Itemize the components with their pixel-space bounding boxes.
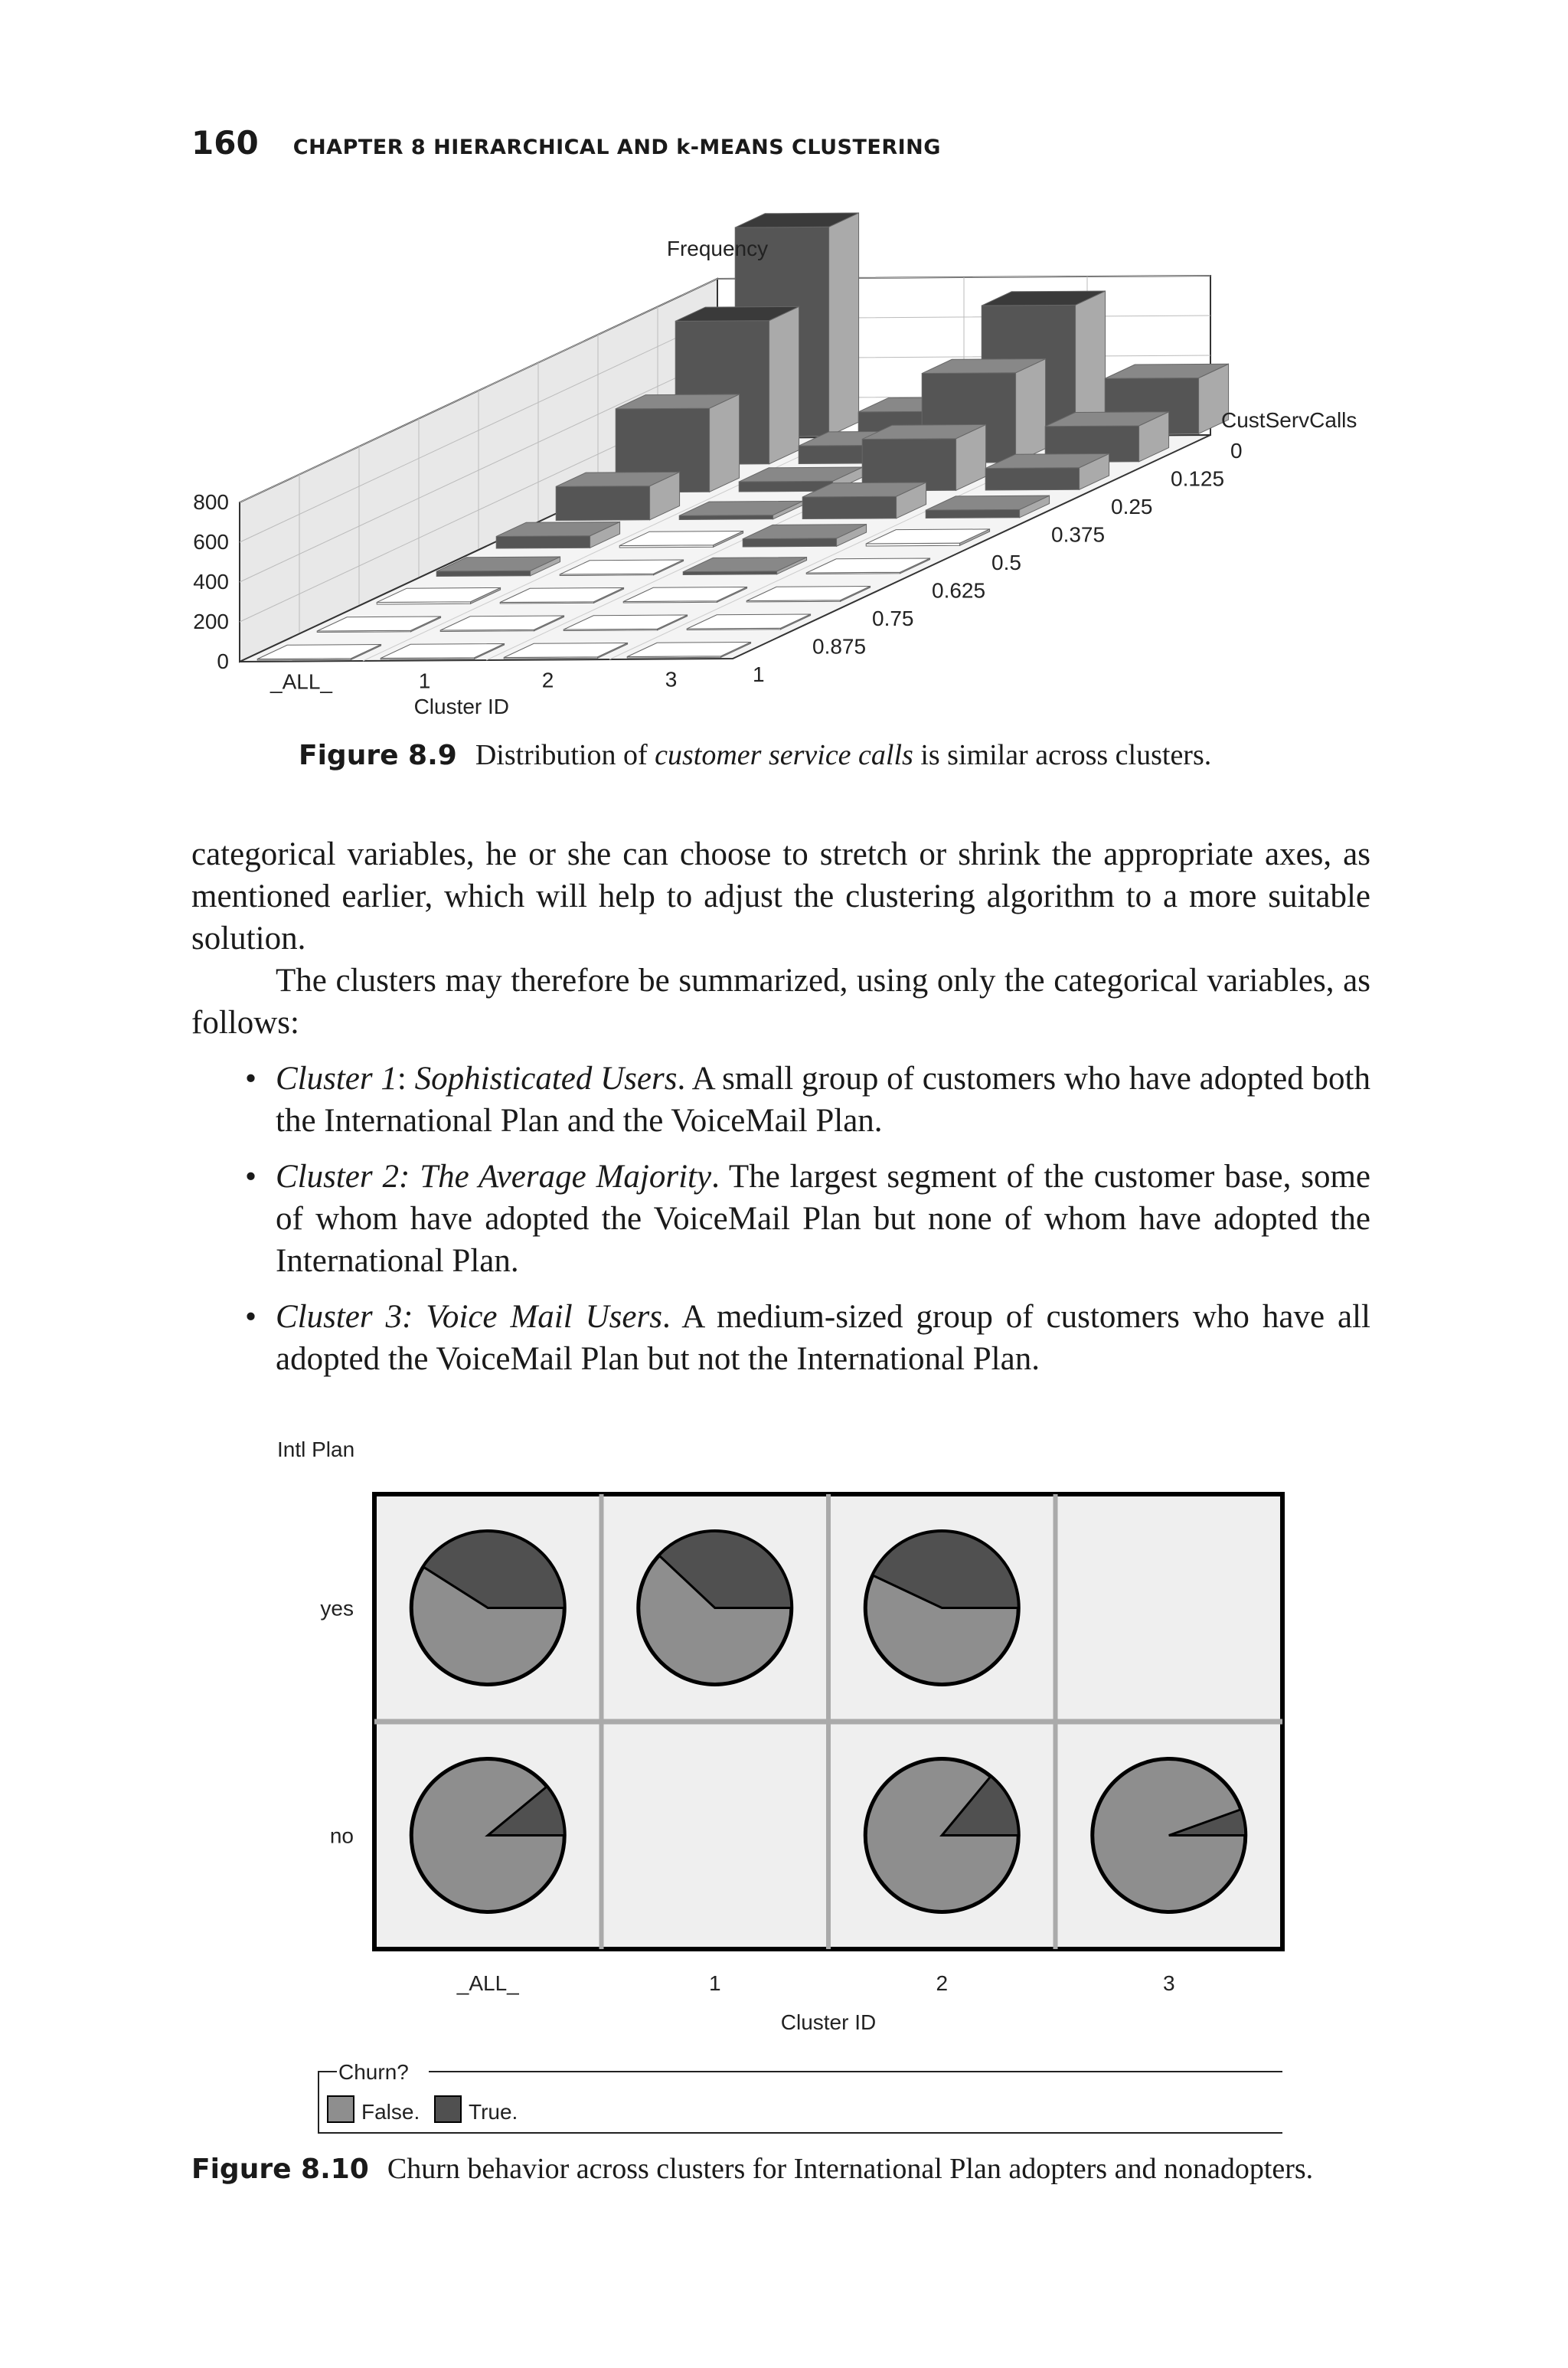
depth-axis-label: CustServCalls xyxy=(1221,408,1357,432)
paragraph: The clusters may therefore be summarized, using only the categorical variables, as follows: xyxy=(191,963,1370,1041)
bar-side xyxy=(769,306,799,463)
depth-tick-label: 0 xyxy=(1230,439,1243,463)
legend-label: True. xyxy=(469,2100,518,2124)
bullet-text: . The largest segment of the customer base, some of whom have adopted the VoiceMail Plan but none of whom have adopted the International Plan. xyxy=(276,1159,1370,1279)
bar-side xyxy=(829,213,859,436)
depth-tick-label: 0.625 xyxy=(932,578,986,603)
bullet-item xyxy=(191,1058,1370,1142)
bullet-item xyxy=(191,1156,1370,1282)
bar-side xyxy=(710,394,740,492)
bar-side xyxy=(1016,359,1046,463)
caption-label: Figure 8.10 xyxy=(191,2154,369,2185)
row-label: no xyxy=(329,1823,354,1848)
bullet-term: Cluster 3: Voice Mail Users xyxy=(276,1299,662,1335)
column-label: 3 xyxy=(1162,1971,1175,1995)
depth-tick-label: 1 xyxy=(753,662,765,686)
depth-tick-label: 0.375 xyxy=(1051,522,1106,547)
z-tick-label: 0 xyxy=(217,649,229,673)
x-tick-label: _ALL_ xyxy=(270,669,332,694)
caption-text: is similar across clusters. xyxy=(913,739,1212,771)
caption-emphasis: customer service calls xyxy=(655,739,913,771)
paragraph: categorical variables, he or she can choose to stretch or shrink the appropriate axes, as mentioned earlier, which will help to adjust the clustering algorithm to a more suitable solution. xyxy=(191,836,1370,957)
x-axis-label: Cluster ID xyxy=(780,2010,877,2034)
legend-swatch xyxy=(328,2096,354,2122)
bullet-icon: • xyxy=(245,1299,257,1335)
z-tick-label: 200 xyxy=(193,610,229,633)
chapter-title: CHAPTER 8 HIERARCHICAL AND k-MEANS CLUSTERING xyxy=(292,136,941,159)
z-axis-label: Frequency xyxy=(666,237,769,260)
bullet-term: Sophisticated Users xyxy=(414,1061,678,1097)
bar-front xyxy=(743,538,836,547)
depth-tick-label: 0.125 xyxy=(1171,466,1225,491)
x-tick-label: 3 xyxy=(665,667,678,692)
depth-tick-label: 0.5 xyxy=(991,551,1021,574)
depth-tick-label: 0.75 xyxy=(872,607,914,630)
x-tick-label: 1 xyxy=(418,669,431,693)
y-axis-label: Intl Plan xyxy=(277,1437,355,1461)
column-label: _ALL_ xyxy=(456,1971,519,1995)
figure-8-10-pie-grid xyxy=(0,1417,1568,2152)
legend-frame xyxy=(318,2072,1282,2133)
bar-front xyxy=(556,486,649,521)
bullet-term: Cluster 1 xyxy=(276,1061,397,1097)
depth-tick-label: 0.875 xyxy=(812,634,867,659)
bar-front xyxy=(802,496,896,518)
x-axis-label: Cluster ID xyxy=(413,695,510,719)
z-tick-label: 800 xyxy=(193,490,229,514)
bullet-text: . A medium-sized group of customers who have all adopted the VoiceMail Plan but not the International Plan. xyxy=(276,1299,1370,1377)
caption-label: Figure 8.9 xyxy=(299,740,457,771)
depth-tick-label: 0.25 xyxy=(1111,495,1153,518)
legend-label: False. xyxy=(361,2100,420,2124)
bullet-text: . A small group of customers who have adopted both the International Plan and the VoiceMail Plan. xyxy=(276,1061,1370,1139)
bullet-icon: • xyxy=(245,1061,257,1097)
figure-8-9-caption xyxy=(299,738,1211,772)
x-tick-label: 2 xyxy=(541,668,554,692)
bullet-item xyxy=(191,1296,1370,1380)
column-label: 2 xyxy=(936,1971,949,1995)
bullet-icon: • xyxy=(245,1159,257,1195)
caption-text: Distribution of xyxy=(475,739,655,771)
z-tick-label: 400 xyxy=(193,570,229,594)
page-number: 160 xyxy=(191,124,259,162)
bullet-term: Cluster 2: The Average Majority xyxy=(276,1159,712,1195)
legend-title: Churn? xyxy=(338,2060,409,2084)
caption-text: Churn behavior across clusters for International Plan adopters and nonadopters. xyxy=(387,2153,1314,2185)
column-label: 1 xyxy=(708,1971,721,1995)
bar-front xyxy=(985,468,1079,490)
body-text xyxy=(191,833,1370,1380)
bar-front xyxy=(926,509,1019,518)
z-tick-label: 600 xyxy=(193,530,229,554)
figure-8-9-3d-bar-chart xyxy=(0,0,1568,735)
legend-swatch xyxy=(435,2096,461,2122)
bar-front xyxy=(496,536,590,548)
bullet-sep: : xyxy=(397,1061,415,1097)
figure-8-10-caption xyxy=(191,2152,1313,2186)
row-label: yes xyxy=(320,1596,354,1621)
